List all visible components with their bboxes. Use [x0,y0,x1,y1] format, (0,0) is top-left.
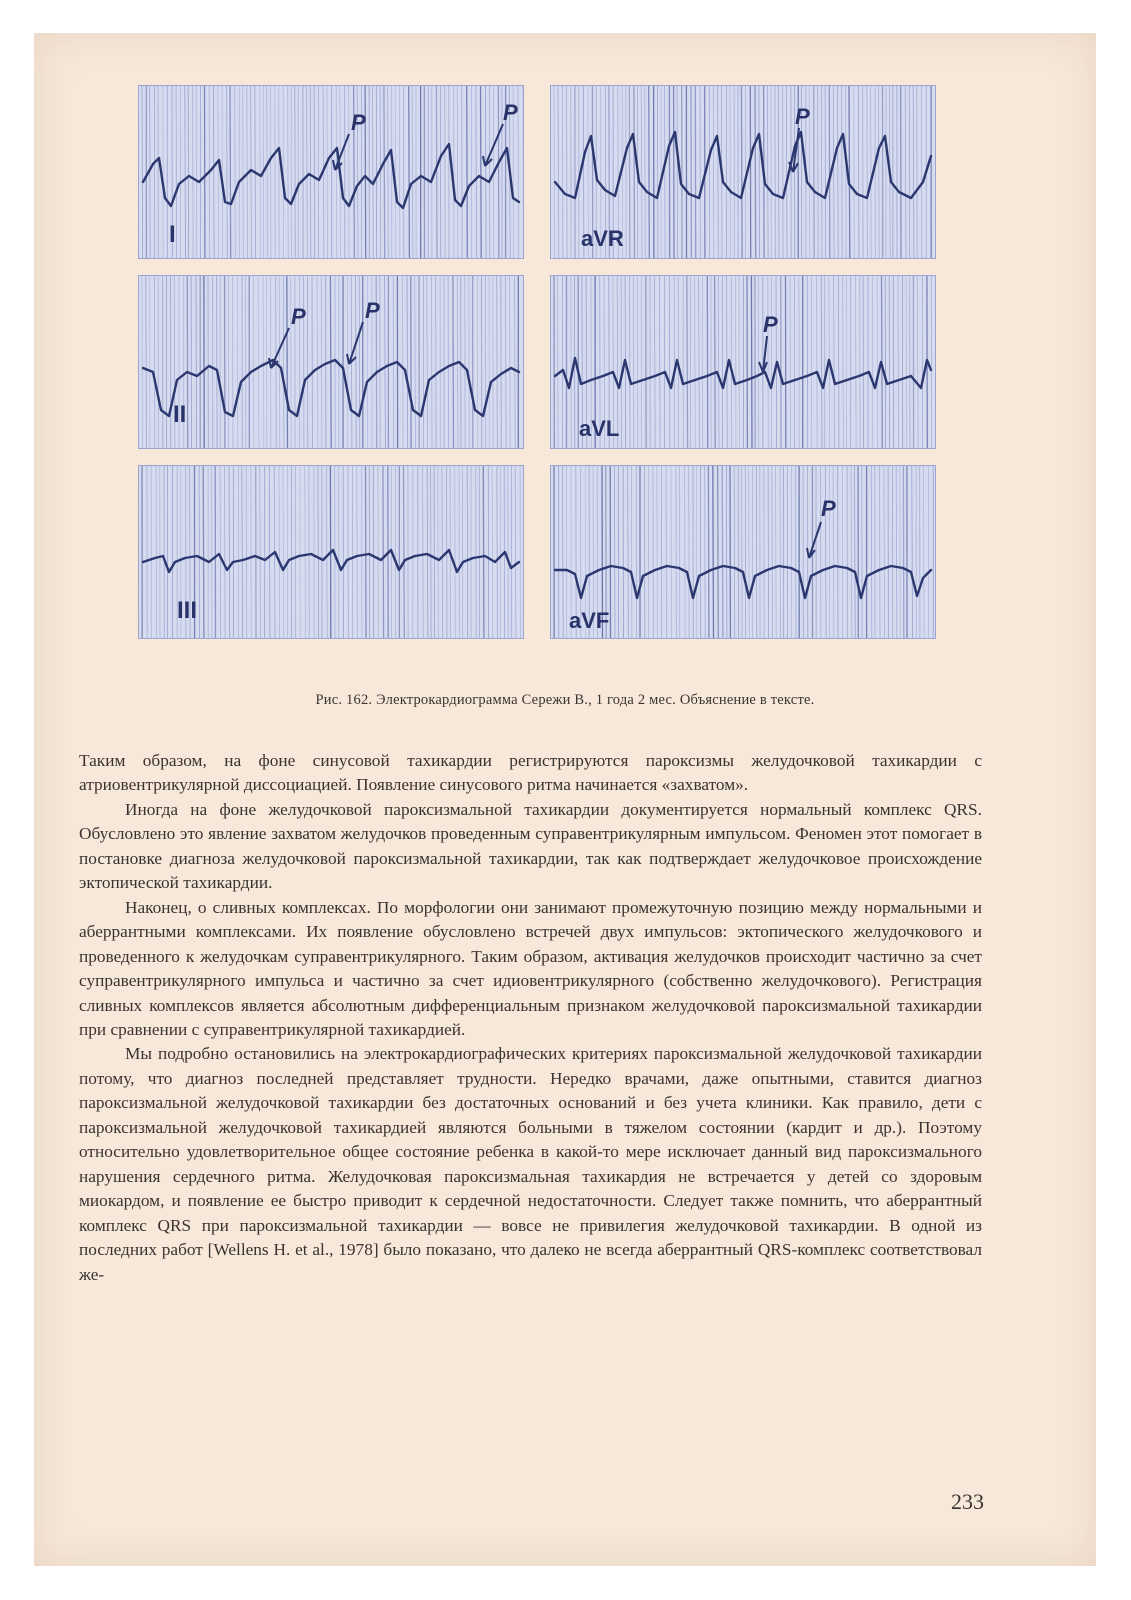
ecg-grid-line [369,466,370,638]
ecg-grid-line [431,466,432,638]
paragraph: Таким образом, на фоне синусовой тахикардии регистрируются пароксизмы желудочковой тахикардии с атриовентрикулярной диссоциацией. Появление синусового ритма начинается «захватом». [79,751,982,795]
ecg-grid-line [440,86,441,258]
ecg-grid-line [630,276,631,448]
ecg-grid-line [288,86,289,258]
ecg-grid-line [476,466,477,638]
ecg-grid-line [300,466,301,638]
ecg-grid-line [768,466,769,638]
paragraph: Мы подробно остановились на электрокардиографических критериях пароксизмальной желудочковой тахикардии потому, что диагноз последней представляет трудности. Нередко врачами, даже опытными, ставится диагноз пароксизмальной желудочковой тахикардии без достаточных оснований и без учета клиники. Как правило, дети с пароксизмальной желудочковой тахикардией являются больными в тяжелом состоянии (кардит и др.). Поэтому относительно удовлетворительное общее состояние ребенка в какой-то мере исключает данный вид пароксизмального нарушения сердечного ритма. Желудочковая пароксизмальная тахикардия не встречается у детей со здоровым миокардом, и появление ее быстро приводит к сердечной недостаточности. Следует также помнить, что аберрантный комплекс QRS при пароксизмальной тахикардии — вовсе не привилегия желудочковой тахикардии. В одной из последних работ [Wellens H. et al., 1978] было показано, что далеко не всегда аберрантный QRS-комплекс соответствовал же- [79,1044,982,1284]
ecg-grid-line [898,276,899,448]
ecg-grid-line [718,466,719,638]
ecg-grid-line [438,466,439,638]
ecg-grid-line [924,466,925,638]
ecg-grid-line [677,86,678,258]
ecg-panel-lead-iii [138,465,524,639]
p-wave-marker: P [821,496,836,521]
ecg-strip-lead-ii [139,276,523,448]
p-wave-marker: P [365,298,380,323]
lead-label: aVF [569,608,610,633]
ecg-grid-line [825,86,826,258]
ecg-grid-line [436,86,437,258]
ecg-grid-line [432,276,433,448]
lead-label: I [169,221,176,248]
ecg-grid-line [467,466,468,638]
ecg-grid-line [481,86,482,258]
ecg-grid-line [768,276,769,448]
p-wave-marker: P [763,312,778,337]
p-wave-marker: P [795,104,810,129]
ecg-grid-line [453,276,454,448]
ecg-grid-line [467,86,468,258]
lead-label: III [177,597,198,624]
ecg-strip-lead-i [139,86,523,258]
paragraph: Иногда на фоне желудочковой пароксизмальной тахикардии документируется нормальный комплекс QRS. Обусловлено это явление захватом желудочков проведенным суправентрикулярным импульсом. Феномен этот помогает в постановке диагноза желудочковой пароксизмальной тахикардии, так как подтверждает желудочковое происхождение эктопической тахикардии. [79,799,982,893]
ecg-grid-line [849,86,850,258]
ecg-grid-line [645,86,646,258]
ecg-grid-line [508,466,509,638]
ecg-grid-line [409,86,410,258]
ecg-panel-lead-avl [550,275,936,449]
ecg-grid-line [518,86,519,258]
ecg-grid-line [715,276,716,448]
ecg-grid-line [483,466,484,638]
ecg-strip-lead-avf [551,466,935,638]
ecg-grid-line [846,86,847,258]
ecg-grid-line [751,276,752,448]
ecg-strip-lead-avl [551,276,935,448]
lead-label: aVL [579,416,620,441]
ecg-grid-line [383,466,384,638]
ecg-panel-lead-i [138,85,524,259]
ecg-grid-line [193,86,194,258]
ecg-grid-line [726,466,727,638]
ecg-grid-line [217,276,218,448]
ecg-grid-line [554,86,555,258]
ecg-figure [138,85,938,669]
ecg-grid-line [230,86,231,258]
p-wave-marker: P [503,100,518,125]
ecg-grid-line [863,86,864,258]
p-wave-marker: P [351,110,366,135]
ecg-grid-line [497,466,498,638]
ecg-grid-line [705,466,706,638]
ecg-grid-line [270,86,271,258]
ecg-grid-line [196,276,197,448]
ecg-panel-lead-avf [550,465,936,639]
ecg-grid-line [867,86,868,258]
ecg-grid-line [634,86,635,258]
ecg-grid-line [775,86,776,258]
ecg-grid-line [203,466,204,638]
ecg-grid-line [713,86,714,258]
ecg-grid-line [871,466,872,638]
ecg-grid-line [790,276,791,448]
ecg-grid-line [384,86,385,258]
ecg-grid-line [871,86,872,258]
ecg-grid-line [722,466,723,638]
ecg-grid-line [708,466,709,638]
ecg-grid-line [829,86,830,258]
ecg-grid-line [357,466,358,638]
ecg-strip-lead-iii [139,466,523,638]
ecg-grid-line [404,466,405,638]
ecg-panel-lead-ii [138,275,524,449]
lead-label: aVR [581,226,624,251]
ecg-grid-line [807,276,808,448]
p-wave-marker: P [291,304,306,329]
page-number: 233 [951,1489,984,1514]
ecg-grid-line [734,466,735,638]
ecg-grid-line [755,86,756,258]
ecg-panel-lead-avr [550,85,936,259]
ecg-grid-line [631,466,632,638]
ecg-grid-line [756,466,757,638]
ecg-grid-line [858,86,859,258]
ecg-grid-line [366,466,367,638]
lead-label: II [173,401,187,428]
ecg-grid-line [649,86,650,258]
ecg-grid-line [657,86,658,258]
ecg-grid-line [629,86,630,258]
book-page [34,33,1096,1566]
paragraph: Наконец, о сливных комплексах. По морфологии они занимают промежуточную позицию между нормальными и аберрантными комплексами. Их появление обусловлено встречей двух импульсов: эктопического желудочкового и проведенного к желудочкам суправентрикулярного. Таким образом, активация желудочков происходит частично за счет суправентрикулярного импульса и частично за счет идиовентрикулярного (собственно желудочкового). Регистрация сливных комплексов является абсолютным дифференциальным признаком желудочковой пароксизмальной тахикардии при сравнении с суправентрикулярной тахикардией. [79,897,982,1039]
ecg-grid-line [741,86,742,258]
ecg-grid-line [637,276,638,448]
ecg-grid-line [880,466,881,638]
ecg-grid [139,86,523,258]
ecg-grid-line [783,86,784,258]
ecg-grid-line [877,276,878,448]
ecg-grid-line [287,276,288,448]
ecg-grid-line [676,466,677,638]
figure-caption: Рис. 162. Электрокардиограмма Сережи В., 1 года 2 мес. Объяснение в тексте. [315,692,815,708]
ecg-strip-lead-avr [551,86,935,258]
body-text [79,749,982,1287]
ecg-grid-line [713,466,714,638]
ecg-grid-line [687,276,688,448]
ecg-grid-line [653,466,654,638]
